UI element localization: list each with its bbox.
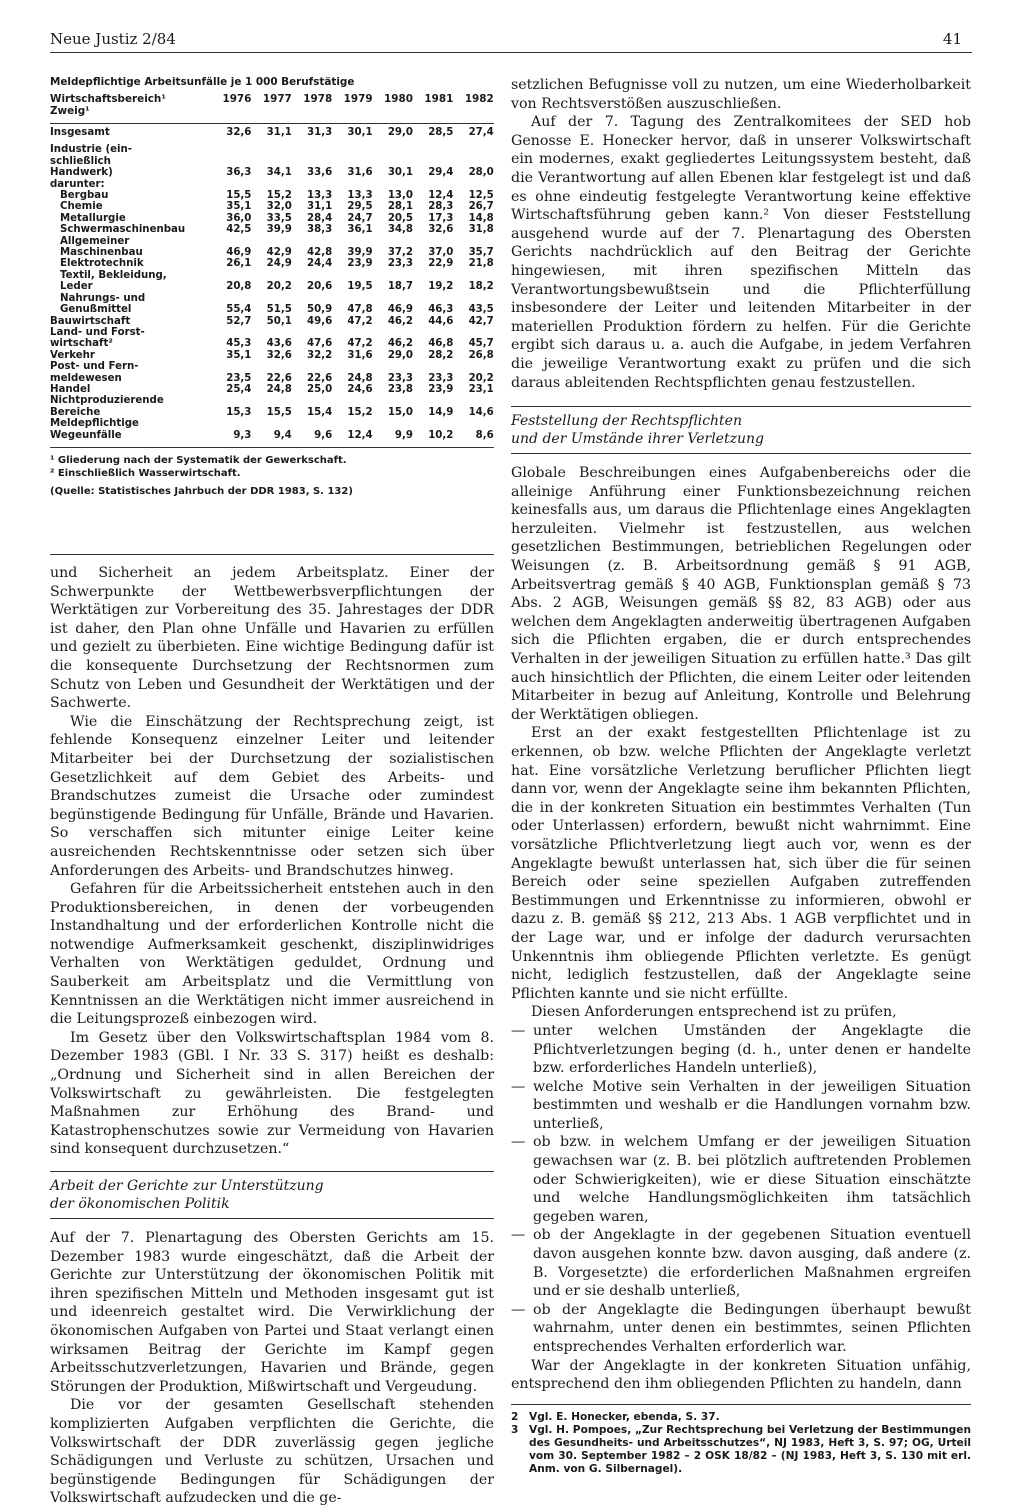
paragraph: Im Gesetz über den Volkswirtschaftsplan 1984 vom 8. Dezember 1983 (GBl. I Nr. 33 S. 317) heißt es deshalb: „Ordnung und Sicherheit sind in allen Bereichen der Volkswirtschaft zu gewährleisten. Die festgelegten Maßnahmen zur Erhöhung des Brand- und Katastrophenschutzes sowie zur Vermeidung von Havarien sind konsequent durchzusetzen.“: [50, 1029, 494, 1158]
list-item-text: ob der Angeklagte die Bedingungen überhaupt bewußt wahrnahm, unter denen ein bestimmtes, seinen Pflichten entsprechendes Verhalten erforderlich war.: [533, 1301, 971, 1355]
table-cell: 25,4: [226, 383, 252, 395]
table-cell: 20,2: [468, 372, 494, 384]
list-item: [511, 1078, 971, 1134]
table-cell: 14,8: [468, 212, 494, 224]
table-cell: 28,3: [428, 201, 454, 213]
row-label: Schwermaschinenbau: [60, 224, 186, 236]
list-item: [511, 1226, 971, 1300]
section-heading: und der Umstände ihrer Verletzung: [511, 431, 764, 448]
table-cell: 22,9: [428, 258, 454, 270]
table-cell: 45,3: [226, 338, 252, 350]
table-cell: 37,0: [428, 247, 454, 259]
table-footnote-2: ² Einschließlich Wasserwirtschaft.: [50, 467, 241, 479]
row-label: Allgemeiner Maschinenbau: [60, 235, 143, 259]
table-cell: 23,9: [428, 383, 454, 395]
list-item-text: ob der Angeklagte in der gegebenen Situation eventuell davon ausgehen konnte bzw. davon ausging, daß andere (z. B. Vorgesetzte) die erforderlichen Maßnahmen ergreifen und er sie deshalb unterließ,: [533, 1227, 971, 1300]
table-cell: 9,9: [394, 429, 413, 441]
dash-marker: —: [511, 1022, 526, 1039]
table-cell: 31,6: [347, 349, 373, 361]
table-cell: 15,5: [266, 406, 292, 418]
table-cell: 52,7: [226, 315, 252, 327]
list-item: [511, 1133, 971, 1226]
table-cell: 30,1: [347, 127, 373, 138]
paragraph: Globale Beschreibungen eines Aufgabenbereichs oder die alleinige Anführung einer Funktionsbezeichnung reichen keinesfalls aus, um daraus die Pflichtenlage eines Angeklagten herzuleiten. Vielmehr ist festzustellen, aus welchen gesetzlichen Bestimmungen, betrieblichen Regelungen oder Weisungen (z. B. Arbeitsordnung gemäß § 91 AGB, Arbeitsvertrag gemäß § 40 AGB, Funktionsplan gemäß § 73 Abs. 2 AGB, Weisungen gemäß §§ 82, 83 AGB) oder aus welchen dem Angeklagten anderweitig übertragenen Aufgaben sich die Pflichten ergaben, die er durch entsprechendes Verhalten in der jeweiligen Situation zu erfüllen hatte.³ Das gilt auch hinsichtlich der Pflichten, die einem Leiter oder leitenden Mitarbeiter in bezug auf Anleitung, Kontrolle und Belehrung der Werktätigen obliegen.: [511, 465, 971, 723]
table-cell: 20,8: [226, 281, 252, 293]
footnote-text: Vgl. E. Honecker, ebenda, S. 37.: [529, 1410, 720, 1423]
table-cell: 43,6: [266, 338, 292, 350]
table-body: [50, 127, 494, 441]
table-cell: 9,6: [314, 429, 333, 441]
table-cell: 26,8: [468, 349, 494, 361]
table-cell: 46,8: [428, 338, 454, 350]
table-cell: 24,9: [266, 258, 292, 270]
table-cell: 29,0: [387, 349, 413, 361]
year-header: 1979: [343, 93, 373, 105]
table-cell: 17,3: [428, 212, 454, 224]
table-row: [50, 327, 494, 350]
table-cell: 8,6: [475, 429, 494, 441]
table-row: [50, 127, 494, 138]
paragraph: Erst an der exakt festgestellten Pflichtenlage ist zu erkennen, ob bzw. welche Pflichten der Angeklagte verletzt hat. Eine vorsätzliche Verletzung beruflicher Pflichten liegt dann vor, wenn der Angeklagte seine ihm bekannten Pflichten, die in der konkreten Situation ein bestimmtes Verhalten (Tun oder Unterlassen) erfordern, bewußt nicht wahrnimmt. Eine vorsätzliche Pflichtverletzung liegt auch vor, wenn es der Angeklagte bewußt unterlassen hat, sich über die für seinen Bereich oder seine speziellen Aufgaben zutreffenden Bestimmungen und Erkenntnisse zu informieren, obwohl er dazu z. B. gemäß §§ 212, 213 Abs. 1 AGB verpflichtet und in der Lage war, und er infolge der dadurch verursachten Unkenntnis ihm obliegende Pflichten verletzte. Es genügt nicht, lediglich festzustellen, daß der Angeklagte seine Pflichten kannte und sie nicht erfüllte.: [511, 725, 971, 1002]
section-heading: der ökonomischen Politik: [50, 1196, 230, 1212]
table-row: [50, 201, 494, 212]
table-cell: 32,6: [266, 349, 292, 361]
table-row: [50, 418, 494, 441]
table-cell: 19,5: [347, 281, 373, 293]
footnote-number: 2: [511, 1410, 519, 1423]
table-cell: 24,7: [347, 212, 373, 224]
table-row: [50, 236, 494, 259]
footnotes: [511, 1411, 971, 1476]
table-cell: 18,2: [468, 281, 494, 293]
table-cell: 55,4: [226, 304, 252, 316]
table-cell: 12,4: [428, 190, 454, 202]
table-cell: 23,3: [387, 258, 413, 270]
list-item-text: welche Motive sein Verhalten in der jeweiligen Situation bestimmten und weshalb er die Handlungen vornahm bzw. unterließ,: [533, 1078, 971, 1132]
table-cell: 24,8: [266, 383, 292, 395]
table-cell: 47,6: [307, 338, 333, 350]
right-column: [511, 76, 971, 1476]
section-rule: [50, 1171, 494, 1172]
table-row: [50, 213, 494, 224]
table-cell: 20,5: [387, 212, 413, 224]
requirements-list: [511, 1022, 971, 1357]
row-label: Metallurgie: [60, 212, 126, 224]
table-cell: 12,4: [347, 429, 373, 441]
table-cell: 46,9: [387, 304, 413, 316]
table-head-rule: [50, 123, 494, 124]
table-cell: 31,1: [266, 127, 292, 138]
table-cell: 15,5: [226, 190, 252, 202]
table-cell: 31,1: [307, 201, 333, 213]
section-heading: Feststellung der Rechtspflichten: [511, 413, 742, 430]
table-cell: 32,0: [266, 201, 292, 213]
table-row: [50, 316, 494, 327]
table-cell: 13,0: [387, 190, 413, 202]
table-cell: 36,1: [347, 224, 373, 236]
footnote-rule: [511, 1404, 971, 1405]
table-cell: 22,6: [266, 372, 292, 384]
table-cell: 24,8: [347, 372, 373, 384]
section-rule: [50, 1218, 494, 1219]
table-foot-rule: [50, 447, 494, 448]
table-cell: 39,9: [266, 224, 292, 236]
table-cell: 46,9: [226, 247, 252, 259]
table-cell: 15,2: [266, 190, 292, 202]
table-cell: 36,3: [226, 167, 252, 179]
table-row: [50, 144, 494, 178]
table-cell: 23,5: [226, 372, 252, 384]
paragraph: Gefahren für die Arbeitssicherheit entstehen auch in den Produktionsbereichen, in denen der vorbeugenden Instandhaltung und der erforderlichen Kontrolle nicht die notwendige Aufmerksamkeit geschenkt, disziplinwidriges Verhalten von Werktätigen geduldet, Ordnung und Sauberkeit am Arbeitsplatz und die Vermittlung von Kenntnissen an die Werktätigen nicht immer ausreichend in die Leitungsprozeß einbezogen wird.: [50, 881, 494, 1028]
paragraph: und Sicherheit an jedem Arbeitsplatz. Einer der Schwerpunkte der Wettbewerbsverpflichtungen der Werktätigen zur Vorbereitung des 35. Jahrestages der DDR ist daher, den Plan ohne Unfälle und Havarien zu erfüllen und gezielt zu überbieten. Eine wichtige Bedingung dafür ist die konsequente Durchsetzung der Rechtsnormen zum Schutz von Leben und Gesundheit der Werktätigen und der Sachwerte.: [50, 565, 494, 712]
table-cell: 24,4: [307, 258, 333, 270]
table-cell: 20,6: [307, 281, 333, 293]
table-footnote-1: ¹ Gliederung nach der Systematik der Gewerkschaft.: [50, 454, 347, 466]
table-cell: 33,5: [266, 212, 292, 224]
year-headers: [211, 93, 494, 124]
table-cell: 42,8: [307, 247, 333, 259]
page-number: 41: [942, 30, 962, 48]
table-cell: 35,1: [226, 201, 252, 213]
table-cell: 35,7: [468, 247, 494, 259]
row-label: Industrie (ein- schließlich Handwerk): [50, 144, 133, 179]
table-cell: 47,2: [347, 338, 373, 350]
section-rule: [511, 453, 971, 454]
table-cell: 14,9: [428, 406, 454, 418]
row-label: darunter:: [50, 178, 105, 190]
table-title: Meldepflichtige Arbeitsunfälle je 1 000 Berufstätige: [50, 76, 355, 88]
table-cell: 28,0: [468, 167, 494, 179]
table-cell: 15,0: [387, 406, 413, 418]
table-cell: 33,6: [307, 167, 333, 179]
running-header: Neue Justiz 2/84: [50, 30, 176, 48]
table-cell: 32,6: [428, 224, 454, 236]
year-header: 1982: [464, 93, 494, 105]
paragraph: Wie die Einschätzung der Rechtsprechung zeigt, ist fehlende Konsequenz einzelner Leiter und leitender Mitarbeiter bei der Durchsetzung der sozialistischen Gesetzlichkeit auf dem Gebiet des Arbeits- und Brandschutzes zumeist die Ursache oder zumindest begünstigende Bedingung für Unfälle, Brände und Havarien. So verschaffen sich mitunter einige Leiter keine ausreichenden Rechtskenntnisse oder setzen sich über Anforderungen des Arbeits- und Brandschutzes hinweg.: [50, 713, 494, 879]
table-cell: 34,1: [266, 167, 292, 179]
table-cell: 42,5: [226, 224, 252, 236]
table-cell: 50,1: [266, 315, 292, 327]
row-label: Verkehr: [50, 349, 95, 361]
table-bottom-rule: [50, 554, 494, 555]
table-cell: 14,6: [468, 406, 494, 418]
table-cell: 18,7: [387, 281, 413, 293]
table-cell: 15,3: [226, 406, 252, 418]
table-cell: 15,2: [347, 406, 373, 418]
table-cell: 21,8: [468, 258, 494, 270]
header-rule: [50, 52, 972, 53]
table-cell: 31,8: [468, 224, 494, 236]
paragraph: setzlichen Befugnisse voll zu nutzen, um eine Wiederholbarkeit von Rechtsverstößen auszuschließen.: [511, 77, 971, 112]
footnote-text: Vgl. H. Pompoes, „Zur Rechtsprechung bei Verletzung der Bestimmungen des Gesundheits- und Arbeitsschutzes“, NJ 1983, Heft 3, S. 97; OG, Urteil vom 30. September 1982 – 2 OSK 18/82 – (NJ 1983, Heft 3, S. 130 mit erl. Anm. von G. Silbernagel).: [529, 1423, 971, 1475]
table-row: [50, 350, 494, 361]
footnote: [511, 1424, 971, 1476]
table-cell: 37,2: [387, 247, 413, 259]
table-cell: 27,4: [468, 127, 494, 138]
table-cell: 31,3: [307, 127, 333, 138]
paragraph: War der Angeklagte in der konkreten Situation unfähig, entsprechend den ihm obliegenden Pflichten zu handeln, dann: [511, 1357, 971, 1393]
table-cell: 20,2: [266, 281, 292, 293]
list-item-text: unter welchen Umständen der Angeklagte die Pflichtverletzungen beging (d. h., unter denen er handelte bzw. erforderliches Handeln unterließ),: [533, 1022, 971, 1077]
accident-statistics-table: [50, 76, 494, 498]
table-cell: 15,4: [307, 406, 333, 418]
table-cell: 34,8: [387, 224, 413, 236]
list-item-text: ob bzw. in welchem Umfang er der jeweiligen Situation gewachsen war (z. B. bei plötzlich auftretenden Problemen oder Schwierigkeiten), wie er diese Situation einschätzte und welche Handlungsmöglichkeiten ihm tatsächlich gegeben waren,: [533, 1134, 971, 1225]
list-item: [511, 1301, 971, 1357]
list-item: [511, 1022, 971, 1078]
table-cell: 38,3: [307, 224, 333, 236]
table-row: [50, 293, 494, 316]
dash-marker: —: [511, 1227, 526, 1244]
table-cell: 24,6: [347, 383, 373, 395]
row-label: Post- und Fern- meldewesen: [50, 361, 139, 384]
table-cell: 13,3: [347, 190, 373, 202]
table-cell: 29,0: [387, 127, 413, 138]
row-label: Nahrungs- und Genußmittel: [60, 292, 146, 316]
table-cell: 47,8: [347, 304, 373, 316]
row-label: Textil, Bekleidung, Leder: [60, 269, 167, 293]
year-header: 1977: [262, 93, 292, 105]
dash-marker: —: [511, 1134, 526, 1151]
table-cell: 46,2: [387, 338, 413, 350]
section-heading: Arbeit der Gerichte zur Unterstützung: [50, 1178, 324, 1194]
row-label: Chemie: [60, 201, 103, 213]
table-cell: 10,2: [428, 429, 454, 441]
year-header: 1976: [222, 93, 252, 105]
table-row: [50, 384, 494, 395]
table-cell: 42,9: [266, 247, 292, 259]
table-cell: 19,2: [428, 281, 454, 293]
table-cell: 45,7: [468, 338, 494, 350]
table-row: [50, 395, 494, 418]
table-cell: 50,9: [307, 304, 333, 316]
table-row: [50, 270, 494, 293]
table-cell: 26,1: [226, 258, 252, 270]
year-header: 1980: [384, 93, 413, 105]
table-cell: 23,8: [387, 383, 413, 395]
table-row: [50, 258, 494, 269]
table-row: [50, 361, 494, 384]
table-cell: 13,3: [307, 190, 333, 202]
table-cell: 28,2: [428, 349, 454, 361]
table-cell: 28,1: [387, 201, 413, 213]
paragraph: Diesen Anforderungen entsprechend ist zu prüfen,: [531, 1004, 897, 1021]
dash-marker: —: [511, 1301, 526, 1318]
table-cell: 46,2: [387, 315, 413, 327]
table-cell: 29,4: [428, 167, 454, 179]
table-cell: 23,1: [468, 383, 494, 395]
table-cell: 25,0: [307, 383, 333, 395]
table-header: [50, 93, 494, 124]
table-cell: 30,1: [387, 167, 413, 179]
table-cell: 9,3: [233, 429, 252, 441]
table-cell: 29,5: [347, 201, 373, 213]
row-header: Wirtschaftsbereich¹ Zweig¹: [50, 93, 166, 117]
table-cell: 36,0: [226, 212, 252, 224]
table-row: [50, 179, 494, 190]
table-cell: 49,6: [307, 315, 333, 327]
year-header: 1981: [424, 93, 454, 105]
table-cell: 23,9: [347, 258, 373, 270]
table-cell: 28,4: [307, 212, 333, 224]
paragraph: Auf der 7. Plenartagung des Obersten Gerichts am 15. Dezember 1983 wurde eingeschätzt, daß die Arbeit der Gerichte zur Unterstützung der ökonomischen Politik mit ihren spezifischen Mitteln und Methoden insgesamt gut ist und ideenreich gestaltet wird. Die Verwirklichung der ökonomischen Aufgaben von Partei und Staat verlangt einen wirksamen Beitrag der Gerichte im Kampf gegen Arbeitsschutzverletzungen, Havarien und Brände, gegen Störungen der Produktion, Mißwirtschaft und Vergeudung.: [50, 1230, 494, 1395]
left-column: [50, 564, 494, 1508]
table-source: (Quelle: Statistisches Jahrbuch der DDR 1983, S. 132): [50, 485, 353, 497]
table-row: [50, 224, 494, 235]
table-cell: 22,6: [307, 372, 333, 384]
row-label: Nichtproduzierende Bereiche: [50, 395, 164, 418]
table-cell: 32,2: [307, 349, 333, 361]
section-rule: [511, 406, 971, 407]
paragraph: Auf der 7. Tagung des Zentralkomitees der SED hob Genosse E. Honecker hervor, daß in unserer Volkswirtschaft ein modernes, exakt gegliedertes Leitungssystem besteht, daß die Verantwortung auf allen Ebenen klar festgelegt ist und daß es ohne eindeutig festgelegte Verantwortung keine effektive Wirtschaftsführung geben kann.² Von dieser Feststellung ausgehend wurde auf der 7. Plenartagung des Obersten Gerichts nachdrücklich auf den Beitrag der Gerichte hingewiesen, mit ihren spezifischen Mitteln das Verantwortungsbewußtsein und die Pflichterfüllung insbesondere der Leiter und leitenden Mitarbeiter in der materiellen Produktion fördern zu helfen. Für die Gerichte ergibt sich daraus u. a. auch die Aufgabe, in jedem Verfahren die jeweilige Verantwortung exakt zu prüfen und die sich daraus ableitenden Rechtspflichten genau festzustellen.: [511, 114, 971, 391]
table-cell: 44,6: [428, 315, 454, 327]
footnote-number: 3: [511, 1423, 519, 1436]
paragraph: Die vor der gesamten Gesellschaft stehenden komplizierten Aufgaben verpflichten die Gerichte, die Volkswirtschaft der DDR zuverlässig gegen jegliche Schädigungen und Verluste zu schützen, Ursachen und begünstigende Bedingungen für Schädigungen der Volkswirtschaft aufzudecken und die ge-: [50, 1397, 494, 1507]
table-cell: 46,3: [428, 304, 454, 316]
table-cell: 12,5: [468, 190, 494, 202]
table-cell: 28,5: [428, 127, 454, 138]
table-cell: 26,7: [468, 201, 494, 213]
table-cell: 31,6: [347, 167, 373, 179]
row-label: Land- und Forst- wirtschaft²: [50, 326, 145, 350]
dash-marker: —: [511, 1078, 526, 1095]
table-cell: 9,4: [273, 429, 292, 441]
table-cell: 47,2: [347, 315, 373, 327]
footnote: [511, 1411, 971, 1424]
table-cell: 51,5: [266, 304, 292, 316]
row-label: Meldepflichtige Wegeunfälle: [50, 418, 139, 441]
table-cell: 35,1: [226, 349, 252, 361]
table-cell: 39,9: [347, 247, 373, 259]
table-cell: 43,5: [468, 304, 494, 316]
table-cell: 23,3: [387, 372, 413, 384]
row-label: Handel: [50, 383, 91, 395]
table-cell: 42,7: [468, 315, 494, 327]
row-label: Insgesamt: [50, 127, 110, 138]
year-header: 1978: [303, 93, 333, 105]
row-label: Bergbau: [60, 190, 109, 202]
table-cell: 32,6: [226, 127, 252, 138]
row-label: Bauwirtschaft: [50, 315, 131, 327]
table-cell: 23,3: [428, 372, 454, 384]
row-label: Elektrotechnik: [60, 258, 144, 270]
table-row: [50, 190, 494, 201]
